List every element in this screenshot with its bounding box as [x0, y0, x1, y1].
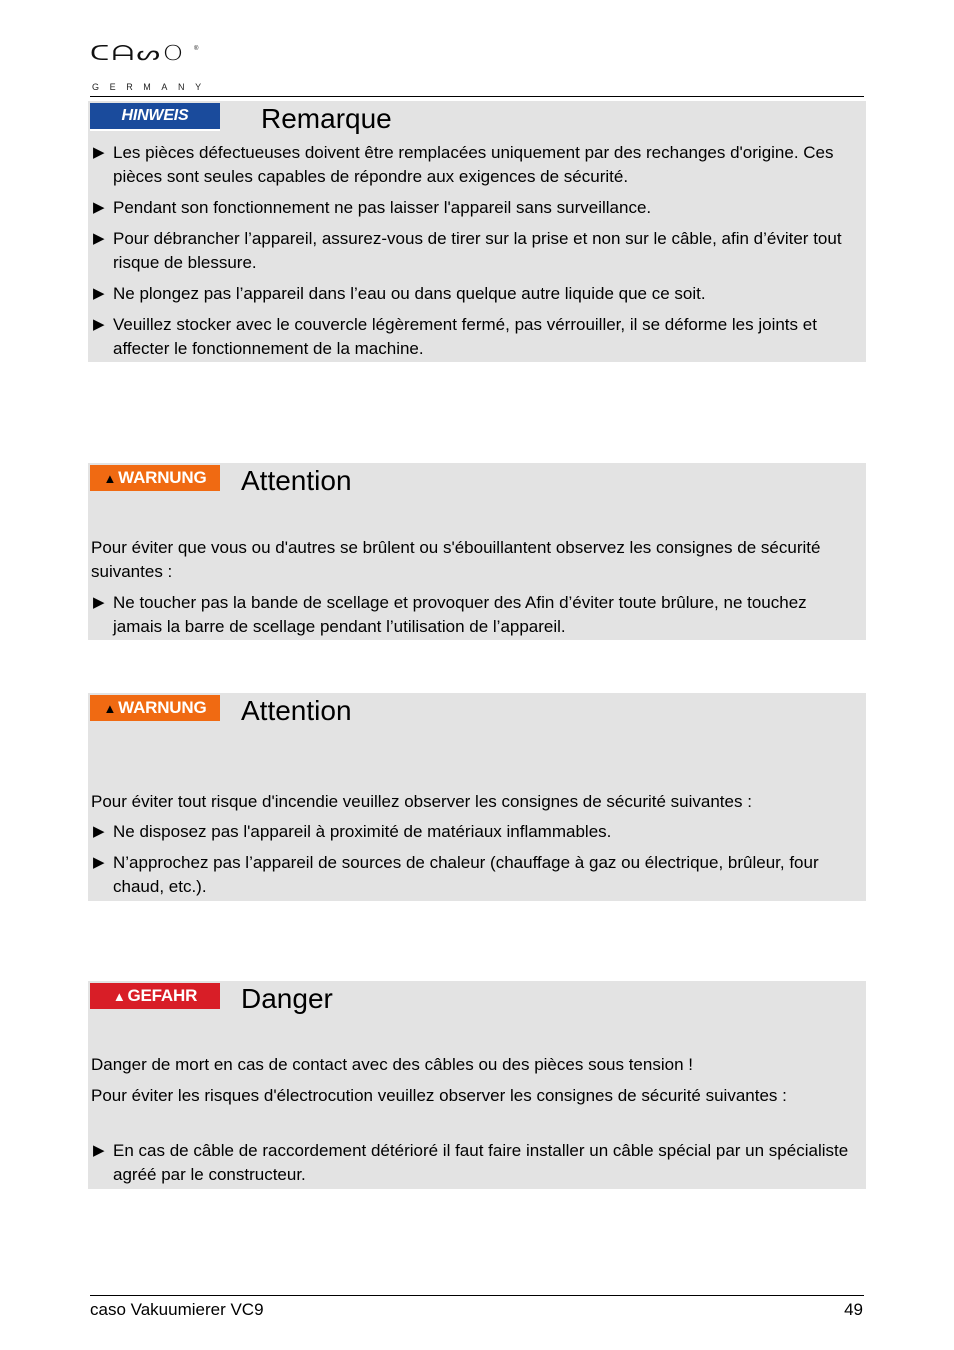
- section-intro: Pour éviter tout risque d'incendie veuillez observer les consignes de sécurité suivantes :: [91, 792, 752, 811]
- footer-product-name: caso Vakuumierer VC9: [90, 1300, 264, 1319]
- bullet-arrow-icon: ▶: [93, 823, 105, 840]
- gefahr-badge: ▲ GEFAHR: [90, 983, 220, 1009]
- bullet-arrow-icon: ▶: [93, 199, 105, 216]
- bullet-arrow-icon: ▶: [93, 854, 105, 871]
- list-item: ▶ Pendant son fonctionnement ne pas laisser l'appareil sans surveillance.: [91, 196, 856, 220]
- list-item: ▶ Veuillez stocker avec le couvercle légèrement fermé, pas vérrouiller, il se déforme les joints et affecter le fonctionnement de la machine.: [93, 315, 817, 358]
- danger-box-electrocution: [88, 981, 866, 1189]
- list-item: ▶ Ne toucher pas la bande de scellage et provoquer des Afin d’éviter toute brûlure, ne touchez jamais la barre de scellage pendant l’utilisation de l’appareil.: [93, 593, 807, 636]
- header-rule: [90, 96, 864, 97]
- warnung-badge: ▲ WARNUNG: [90, 695, 220, 721]
- notice-box-remarque: [88, 101, 866, 362]
- warning-triangle-icon: ▲: [103, 700, 117, 716]
- list-item: ▶ Pour débrancher l’appareil, assurez-vous de tirer sur la prise et non sur le câble, afin d’éviter tout risque de blessure.: [93, 229, 842, 272]
- bullet-arrow-icon: ▶: [93, 144, 105, 161]
- warning-box-fire: [88, 693, 866, 901]
- bullet-arrow-icon: ▶: [93, 285, 105, 302]
- section-title: Danger: [241, 983, 333, 1014]
- section-title: Attention: [241, 465, 352, 496]
- list-item: ▶ Ne plongez pas l’appareil dans l’eau ou dans quelque autre liquide que ce soit.: [91, 282, 856, 306]
- footer-rule: [90, 1295, 864, 1296]
- warnung-badge: ▲ WARNUNG: [90, 465, 220, 491]
- logo-subtitle: GERMANY: [92, 82, 212, 92]
- list-item: ▶ En cas de câble de raccordement détérioré il faut faire installer un câble spécial par un spécialiste agréé par le constructeur.: [93, 1141, 849, 1184]
- bullet-arrow-icon: ▶: [93, 316, 105, 333]
- section-intro: Pour éviter que vous ou d'autres se brûlent ou s'ébouillantent observez les consignes de sécurité suivantes :: [91, 538, 821, 581]
- warning-triangle-icon: ▲: [112, 988, 126, 1004]
- bullet-arrow-icon: ▶: [93, 230, 105, 247]
- bullet-arrow-icon: ▶: [93, 594, 105, 611]
- section-intro-2: Pour éviter les risques d'électrocution veuillez observer les consignes de sécurité suivantes :: [91, 1086, 787, 1105]
- section-intro: Danger de mort en cas de contact avec des câbles ou des pièces sous tension !: [91, 1055, 693, 1074]
- logo-registered-mark: ®: [194, 46, 199, 52]
- list-item: ▶ Les pièces défectueuses doivent être remplacées uniquement par des rechanges d'origine. Ces pièces sont seules capables de répondre aux exigences de sécurité.: [93, 143, 834, 186]
- section-title: Attention: [241, 695, 352, 726]
- list-item: ▶ Ne disposez pas l'appareil à proximité de matériaux inflammables.: [91, 820, 856, 844]
- hinweis-badge: HINWEIS: [90, 103, 220, 131]
- list-item: ▶ N’approchez pas l’appareil de sources de chaleur (chauffage à gaz ou électrique, brûleur, four chaud, etc.).: [93, 853, 819, 896]
- warning-box-burns: [88, 463, 866, 640]
- bullet-arrow-icon: ▶: [93, 1142, 105, 1159]
- logo-wordmark: ᑕᗩᔕO: [90, 42, 187, 66]
- section-title: Remarque: [261, 103, 392, 134]
- caso-logo: [78, 32, 212, 96]
- warning-triangle-icon: ▲: [103, 470, 117, 486]
- page-number: 49: [844, 1300, 863, 1319]
